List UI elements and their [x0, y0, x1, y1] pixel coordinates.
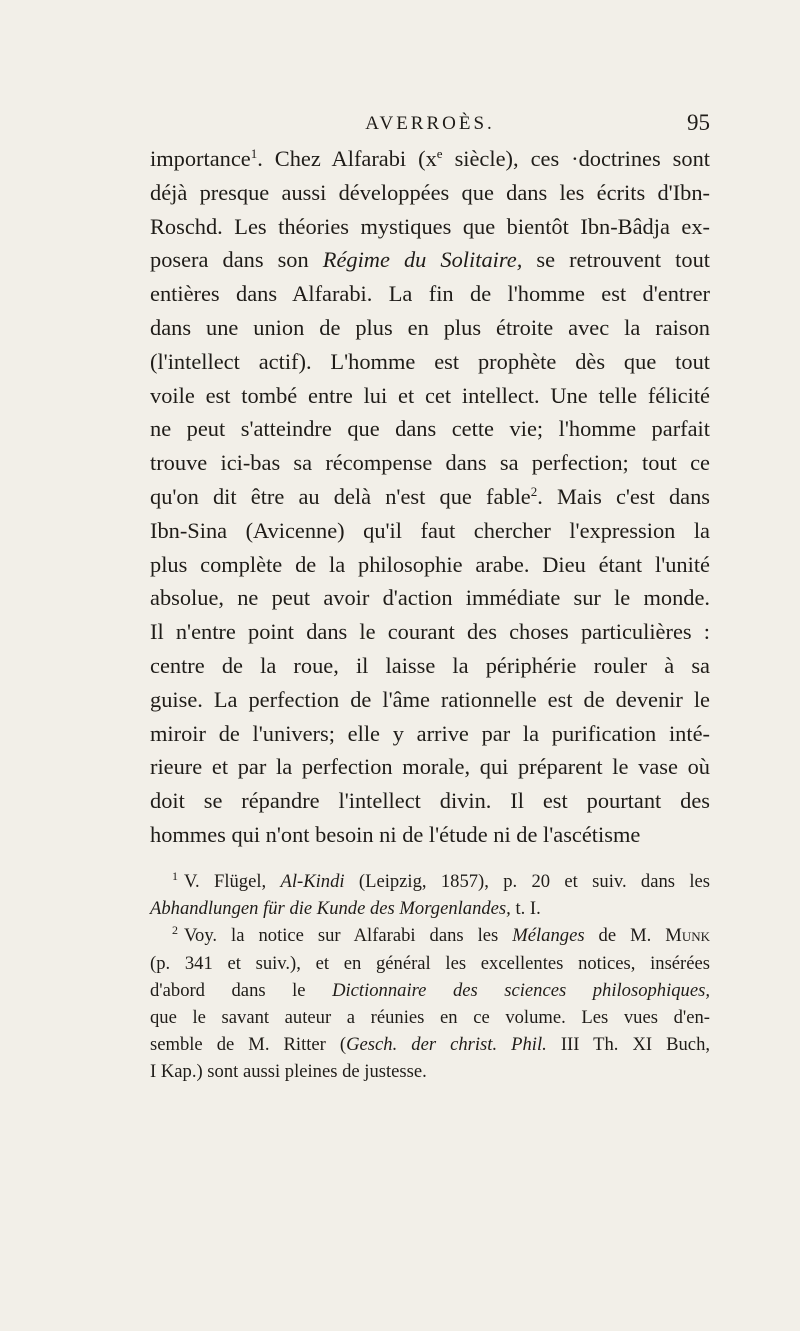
- text-line: ne peut s'atteindre que dans cette vie; l'homme parfait: [150, 416, 710, 442]
- footnote-ref: 1: [250, 146, 258, 161]
- footnote-2-cont: d'abord dans le Dictionnaire des sciences philosophiques,: [150, 979, 710, 1001]
- footnote-2: $^2$ Voy. la notice sur Alfarabi dans les Mélanges de M. Munk: [172, 923, 710, 947]
- footnote-2-cont: que le savant auteur a réunies en ce volume. Les vues d'en-: [150, 1006, 710, 1028]
- text-line: miroir de l'univers; elle y arrive par la purification inté-: [150, 720, 710, 746]
- text-line: plus complète de la philosophie arabe. Dieu étant l'unité: [150, 551, 710, 577]
- text-line: guise. La perfection de l'âme rationnelle est de devenir le: [150, 686, 710, 712]
- footnote-1: $^1$ V. Flügel, Al-Kindi (Leipzig, 1857), p. 20 et suiv. dans les: [172, 869, 710, 892]
- text-line: doit se répandre l'intellect divin. Il est pourtant des: [150, 788, 710, 814]
- text-line: trouve ici-bas sa récompense dans sa perfection; tout ce: [150, 450, 710, 476]
- text-line: Roschd. Les théories mystiques que bientôt Ibn-Bâdja ex-: [150, 213, 710, 239]
- page-number: 95: [687, 110, 710, 135]
- text-line: importance$^1$. Chez Alfarabi ($x^e$ siècle), ces ·doctrines sont: [150, 146, 710, 171]
- text-line: voile est tombé entre lui et cet intellect. Une telle félicité: [150, 382, 710, 408]
- footnote-ref: 2: [530, 483, 538, 499]
- text-line: absolue, ne peut avoir d'action immédiate sur le monde.: [150, 585, 710, 611]
- text-line: entières dans Alfarabi. La fin de l'homme est d'entrer: [150, 281, 710, 307]
- footnote-2-cont: (p. 341 et suiv.), et en général les excellentes notices, insérées: [150, 952, 710, 974]
- book-title: Régime du Solitaire,: [322, 247, 523, 273]
- running-title: AVERROÈS.: [365, 113, 495, 134]
- text-line: dans une union de plus en plus étroite avec la raison: [150, 314, 710, 340]
- text-line: centre de la roue, il laisse la périphérie rouler à sa: [150, 652, 710, 678]
- text-line: qu'on dit être au delà n'est que fable$^2$. Mais c'est dans: [150, 483, 711, 509]
- text-line: déjà presque aussi développées que dans les écrits d'Ibn-: [150, 179, 710, 205]
- text-line: posera dans son Régime du Solitaire, se retrouvent tout: [150, 247, 710, 273]
- footnote-1-cont: Abhandlungen für die Kunde des Morgenlandes, t. I.: [150, 898, 541, 920]
- text-line: (l'intellect actif). L'homme est prophète dès que tout: [150, 348, 710, 374]
- footnote-2-cont: semble de M. Ritter (Gesch. der christ. Phil. III Th. XI Buch,: [150, 1034, 711, 1056]
- text-line: hommes qui n'ont besoin ni de l'étude ni de l'ascétisme: [150, 821, 641, 847]
- text-line: rieure et par la perfection morale, qui préparent le vase où: [150, 754, 710, 780]
- text-line: Il n'entre point dans le courant des choses particulières :: [150, 619, 710, 645]
- running-head: [150, 110, 710, 140]
- footnote-2-cont: I Kap.) sont aussi pleines de justesse.: [150, 1061, 427, 1083]
- body-text: [150, 142, 710, 852]
- footnotes: [150, 868, 710, 1086]
- text-line: Ibn-Sina (Avicenne) qu'il faut chercher l'expression la: [150, 517, 710, 543]
